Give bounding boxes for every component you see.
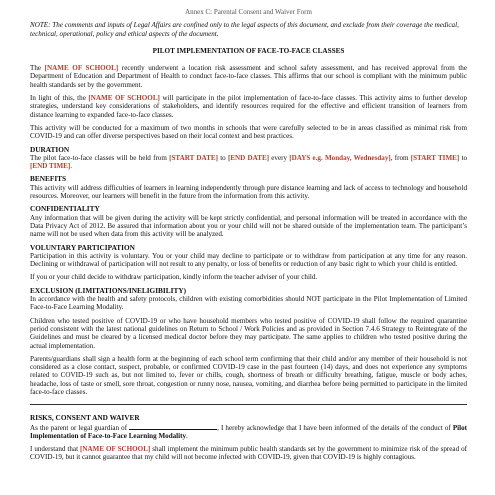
confidentiality-heading: CONFIDENTIALITY [30,204,100,214]
exclusion-paragraph-3: Parents/guardians shall sign a health form at the beginning of each school term confirming that their child and/or any member of their household is not considered as a close contact, suspect, probable, or confirmed COVID-19 case in the past fourteen (14) days, and does not experience any symptoms related to COVID-19 such as, but not limited to, fever or chills, cough, shortness of breath or difficulty breathing, fatigue, muscle or body aches, headache, loss of taste or smell, sore throat, congestion or runny nose, nausea, vomiting, and diarrhea before being permitted to participate in the limited face-to-face classes. [30,354,467,396]
risks-heading: RISKS, CONSENT AND WAIVER [30,413,140,423]
end-time-placeholder: [END TIME] [30,162,71,171]
legal-note: NOTE: The comments and inputs of Legal Affairs are confined only to the legal aspects of this document, and exclude from their coverage the medical, technical, operational, policy and ethical aspects of the document. [30,21,459,38]
voluntary-heading: VOLUNTARY PARTICIPATION [30,242,135,252]
school-name-placeholder: [NAME OF SCHOOL] [88,94,160,103]
annex-title: Annex C: Parental Consent and Waiver Form [185,8,312,16]
intro-paragraph-1: The [NAME OF SCHOOL] recently underwent a location risk assessment and school safety assessment, and has received approval from the Department of Education and Department of Health to conduct face-to-face classes. This affirms that our school is compliant with the minimum public health standards set by the government. [30,64,468,89]
section-divider [30,404,467,405]
start-date-placeholder: [START DATE] [169,153,218,162]
child-name-blank[interactable] [129,423,217,430]
exclusion-paragraph-2: Children who tested positive of COVID-19 or who have household members who tested positive of COVID-19 shall follow the required quarantine period consistent with the latest national guidelines on Return to School / Work Policies and as provided in Section 7.4.6 Strategy to Reintegrate of the Guidelines and must be cleared by a licensed medical doctor before they may participate. The same applies to children who tested positive during the actual implementation. [30,316,467,350]
benefits-paragraph: This activity will address difficulties of learners in learning independently through pure distance learning and lack of access to technology and household resources. Moreover, our learners will benefit in the future from the information from this activity. [30,183,467,201]
days-placeholder: [DAYS e.g. Monday, Wednesday] [289,153,391,162]
exclusion-paragraph-1: In accordance with the health and safety protocols, children with existing comorbidities should NOT participate in the Pilot Implementation of Limited Face-to-Face Learning Modality. [30,295,467,312]
intro-paragraph-3: This activity will be conducted for a maximum of two months in schools that were carefully selected to be in areas classified as minimal risk from COVID-19 and can offer diverse perspectives based on their local context and best practices. [30,123,467,141]
exclusion-heading: EXCLUSION (LIMITATIONS/INELIGIBILITY) [30,285,187,295]
duration-paragraph: The pilot face-to-face classes will be held from [START DATE] to [END DATE] every [DAYS e.g. Monday, Wednesday], from [START TIME] to [END TIME]. [30,153,467,171]
start-time-placeholder: [START TIME] [410,153,460,162]
confidentiality-paragraph: Any information that will be given during the activity will be kept strictly confidential, and personal information will be treated in accordance with the Data Privacy Act of 2012. Be assured that information about you or your child will not be shared outside of the implementation team. The participant’s name will not be used when data from this activity will be analyzed. [30,213,467,239]
voluntary-paragraph-2: If you or your child decide to withdraw participation, kindly inform the teacher adviser of your child. [30,273,318,282]
risks-paragraph-2: I understand that [NAME OF SCHOOL] shall implement the minimum public health standards set by the government to minimize risk of the spread of COVID-19, but it cannot guarantee that my child will not become infected with COVID-19, given that COVID-19 is highly contagious. [30,445,468,462]
intro-paragraph-2: In light of this, the [NAME OF SCHOOL] will participate in the pilot implementation of face-to-face classes. This activity aims to further develop strategies, understand key considerations of stakeholders, and identify resources required for the effective and efficient transition of learners from distance learning to expanded face-to-face classes. [30,94,467,119]
school-name-placeholder: [NAME OF SCHOOL] [80,445,151,454]
risks-paragraph-1: As the parent or legal guardian of , I hereby acknowledge that I have been informed of the details of the conduct of Pilot Implementation of Face-to-Face Learning Modality. [30,423,467,440]
voluntary-paragraph-1: Participation in this activity is voluntary. You or your child may decline to participate or to withdraw from participation at any time for any reason. Declining or withdrawal of participation will not result to any penalty, or loss of benefits or reduction of any basic right to which your child is entitled. [30,251,467,269]
benefits-heading: BENEFITS [30,174,67,184]
duration-heading: DURATION [30,144,70,154]
document-title: PILOT IMPLEMENTATION OF FACE-TO-FACE CLASSES [152,46,345,55]
school-name-placeholder: [NAME OF SCHOOL] [44,64,119,73]
end-date-placeholder: [END DATE] [227,153,270,162]
